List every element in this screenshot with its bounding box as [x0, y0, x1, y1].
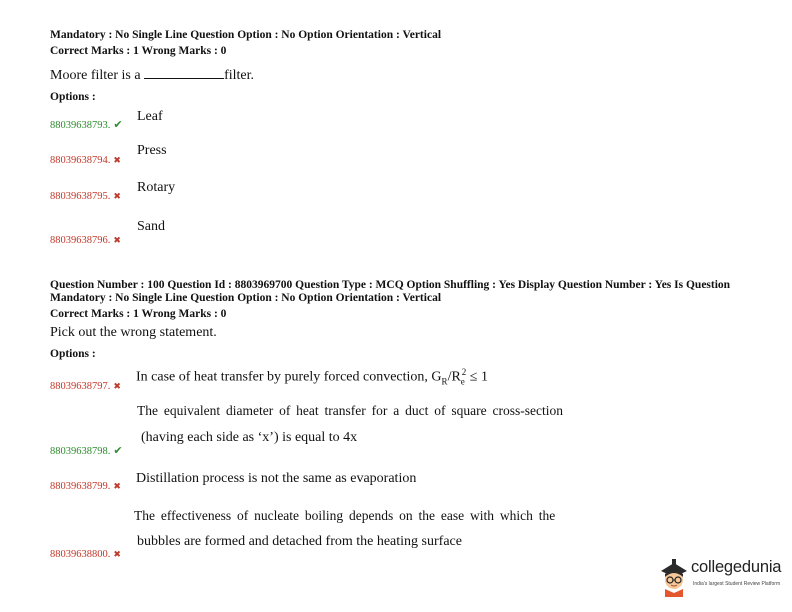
q99-option-4-text: Sand — [137, 219, 165, 234]
q100-option-4 — [50, 544, 121, 562]
collegedunia-logo — [655, 553, 785, 603]
q99-question-after: filter. — [224, 68, 255, 83]
superscript-2: 2 — [461, 367, 467, 377]
q100-option-2-line1: The equivalent diameter of heat transfer for a duct of square cross-section — [137, 403, 563, 418]
cross-icon: ✖ — [113, 192, 121, 202]
q100-option-1-text — [136, 367, 488, 386]
q100-option-4-line1: The effectiveness of nucleate boiling depends on the ease with which the — [134, 508, 556, 523]
option-id: 88039638797. — [50, 381, 111, 392]
q100-option-2-line2: (having each side as ‘x’) is equal to 4x — [141, 430, 358, 445]
q99-question-before: Moore filter is a — [50, 68, 145, 83]
cross-icon: ✖ — [113, 156, 121, 166]
option-id: 88039638794. — [50, 155, 111, 166]
q100-meta-line3: Correct Marks : 1 Wrong Marks : 0 — [50, 308, 227, 320]
q99-options-label: Options : — [50, 91, 96, 103]
cross-icon: ✖ — [113, 382, 121, 392]
option-text-tail: ≤ 1 — [466, 369, 488, 385]
subscript-r: R — [441, 376, 448, 387]
q100-option-3-text: Distillation process is not the same as evaporation — [136, 471, 417, 486]
option-id: 88039638795. — [50, 191, 111, 202]
q100-option-1 — [50, 376, 121, 394]
option-id: 88039638798. — [50, 446, 111, 457]
q100-option-2 — [50, 441, 123, 459]
q99-meta-line2: Correct Marks : 1 Wrong Marks : 0 — [50, 45, 227, 57]
cross-icon: ✖ — [113, 482, 121, 492]
q99-option-2-text: Press — [137, 143, 167, 158]
q99-option-1-text: Leaf — [137, 109, 163, 124]
option-text-mid: /R — [447, 369, 461, 385]
q99-option-3-text: Rotary — [137, 180, 176, 195]
check-icon: ✔ — [113, 444, 123, 457]
logo-wordmark: collegedunia — [691, 558, 782, 576]
q99-option-4 — [50, 230, 121, 248]
q99-question-text — [50, 66, 254, 84]
q100-question-text: Pick out the wrong statement. — [50, 325, 217, 340]
option-id: 88039638800. — [50, 549, 111, 560]
q99-option-2 — [50, 150, 121, 168]
option-id: 88039638793. — [50, 120, 111, 131]
q99-meta-line1: Mandatory : No Single Line Question Option : No Option Orientation : Vertical — [50, 29, 442, 41]
q99-option-3 — [50, 186, 121, 204]
q100-option-3 — [50, 476, 121, 494]
cross-icon: ✖ — [113, 236, 121, 246]
fill-blank — [144, 66, 224, 79]
q100-meta-line1: Question Number : 100 Question Id : 8803969700 Question Type : MCQ Option Shuffling : Yes Display Question Number : Yes Is Question — [50, 279, 731, 291]
option-id: 88039638799. — [50, 481, 111, 492]
mascot-icon — [655, 553, 693, 597]
subscript-e: e — [460, 376, 465, 387]
q99-option-1 — [50, 115, 123, 133]
option-id: 88039638796. — [50, 235, 111, 246]
q100-option-4-line2: bubbles are formed and detached from the heating surface — [137, 534, 462, 549]
option-text-main: In case of heat transfer by purely forced convection, G — [136, 369, 442, 385]
check-icon: ✔ — [113, 118, 123, 131]
logo-tagline: India's largest Student Review Platform — [693, 581, 781, 587]
q100-options-label: Options : — [50, 348, 96, 360]
cross-icon: ✖ — [113, 550, 121, 560]
q100-meta-line2: Mandatory : No Single Line Question Option : No Option Orientation : Vertical — [50, 292, 442, 304]
